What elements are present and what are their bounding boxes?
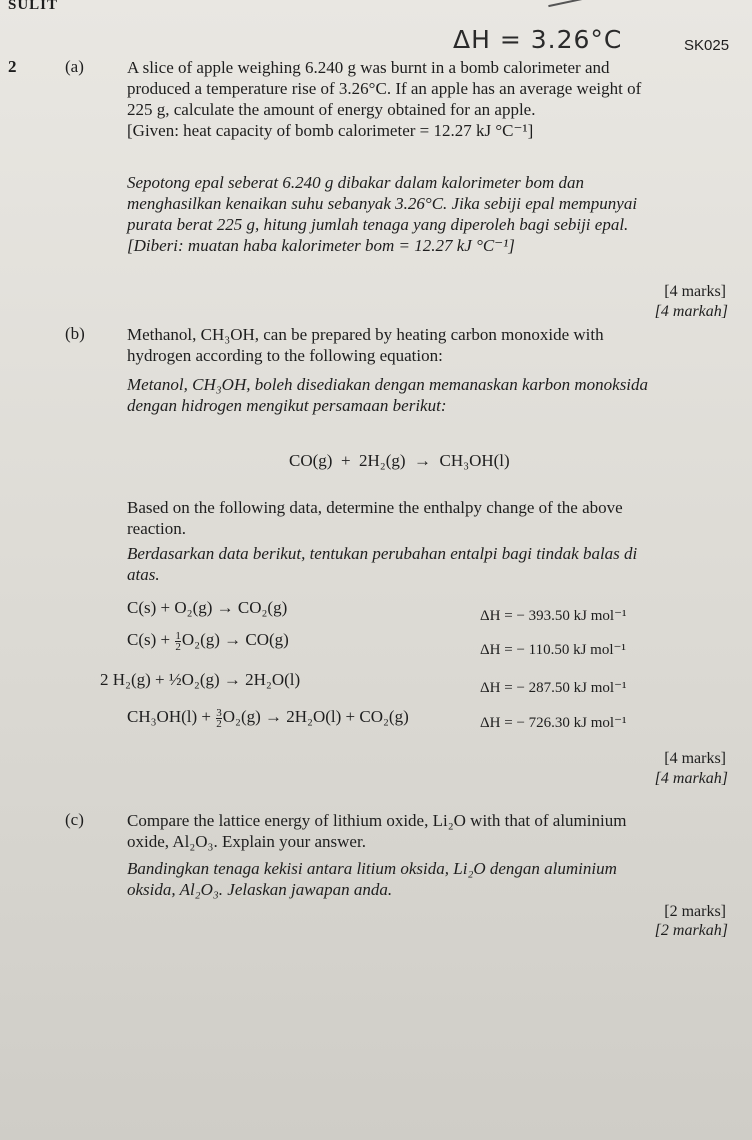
text-line: [Diberi: muatan haba kalorimeter bom = 12.27 kJ °C⁻¹] [127,236,515,255]
header-sulit: SULIT [8,0,59,13]
fraction-numerator: 1 [175,629,181,642]
text-line: [Given: heat capacity of bomb calorimeter = 12.27 kJ °C⁻¹] [127,121,534,140]
part-a-malay [127,172,737,256]
part-b-markah: [4 markah] [654,770,728,787]
text-line: oksida, Al₂O₃. Jelaskan jawapan anda. [127,880,393,899]
main-equation: CO(g) + 2H₂(g) → CH₃OH(l) [289,451,510,470]
part-c-malay [127,858,737,900]
fraction-numerator: 3 [216,706,222,719]
text-line: purata berat 225 g, hitung jumlah tenaga yang diperoleh bagi sebiji epal. [127,215,629,234]
part-b-label: (b) [65,324,85,343]
part-c-label: (c) [65,810,84,829]
part-c-marks: [2 marks] [664,903,726,920]
part-b-marks: [4 marks] [664,750,726,767]
text-line: Based on the following data, determine the enthalpy change of the above [127,498,623,517]
reaction-2-equation [127,630,289,652]
equation-part: O₂(g) → 2H₂O(l) + CO₂(g) [222,707,409,726]
reaction-4-enthalpy: ΔH = − 726.30 kJ mol⁻¹ [480,715,627,731]
text-line: Metanol, CH₃OH, boleh disediakan dengan memanaskan karbon monoksida [127,375,649,394]
equation-part: O₂(g) → CO(g) [181,630,289,649]
text-line: Bandingkan tenaga kekisi antara litium oksida, Li₂O dengan aluminium [127,859,617,878]
fraction-denominator: 2 [216,717,222,730]
paper-code: SK025 [684,37,730,54]
reaction-1-enthalpy: ΔH = − 393.50 kJ mol⁻¹ [480,608,627,624]
part-b-english [127,324,737,366]
reaction-1-equation: C(s) + O₂(g) → CO₂(g) [127,598,288,617]
text-line: hydrogen according to the following equation: [127,346,443,365]
text-line: Berdasarkan data berikut, tentukan perubahan entalpi bagi tindak balas di [127,544,638,563]
part-b-malay-2 [127,543,737,585]
question-number: 2 [8,57,17,76]
fraction-three-halves [216,708,222,729]
text-line: Sepotong epal seberat 6.240 g dibakar dalam kalorimeter bom dan [127,173,585,192]
text-line: oxide, Al₂O₃. Explain your answer. [127,832,366,851]
text-line: atas. [127,565,160,584]
part-c-english [127,810,737,852]
reaction-3-enthalpy: ΔH = − 287.50 kJ mol⁻¹ [480,680,627,696]
fraction-half [175,631,181,652]
handwritten-note: ΔH = 3.26°C [453,25,623,54]
part-a-english [127,57,737,141]
text-line: reaction. [127,519,186,538]
text-line: Methanol, CH₃OH, can be prepared by heating carbon monoxide with [127,325,604,344]
text-line: 225 g, calculate the amount of energy obtained for an apple. [127,100,536,119]
part-b-malay [127,374,737,416]
text-line: menghasilkan kenaikan suhu sebanyak 3.26°C. Jika sebiji epal mempunyai [127,194,638,213]
fraction-denominator: 2 [175,640,181,653]
reaction-2-enthalpy: ΔH = − 110.50 kJ mol⁻¹ [480,642,626,658]
equation-part: CH₃OH(l) + [127,707,216,726]
part-a-marks: [4 marks] [664,283,726,300]
text-line: produced a temperature rise of 3.26°C. If an apple has an average weight of [127,79,642,98]
part-a-markah: [4 markah] [654,303,728,320]
part-c-markah: [2 markah] [654,922,728,939]
equation-part: C(s) + [127,630,175,649]
text-line: Compare the lattice energy of lithium oxide, Li₂O with that of aluminium [127,811,627,830]
reaction-4-equation [127,707,409,729]
part-a-label: (a) [65,57,84,76]
reaction-3-equation: 2 H₂(g) + ½O₂(g) → 2H₂O(l) [100,670,301,689]
text-line: A slice of apple weighing 6.240 g was burnt in a bomb calorimeter and [127,58,610,77]
text-line: dengan hidrogen mengikut persamaan berikut: [127,396,447,415]
part-b-english-2 [127,497,737,539]
header-line [548,0,588,7]
